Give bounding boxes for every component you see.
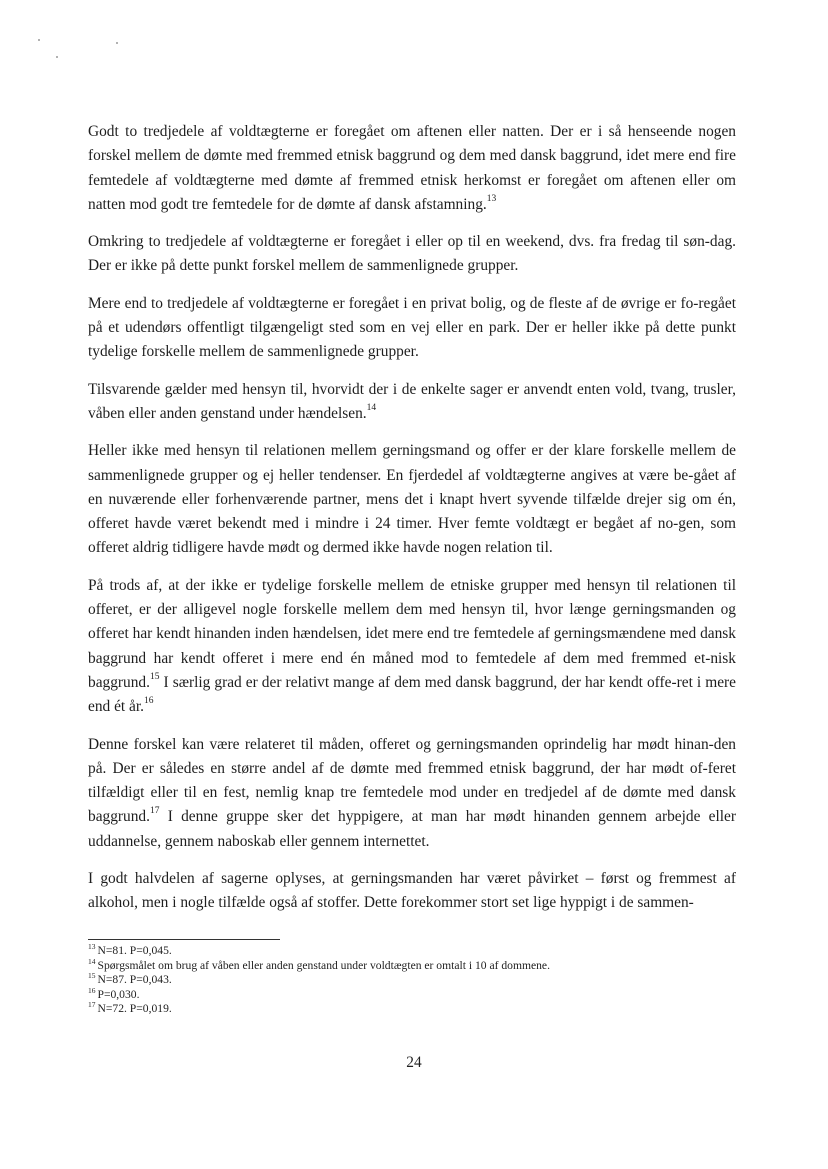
footnote xyxy=(88,973,736,988)
paragraph: I godt halvdelen af sagerne oplyses, at gerningsmanden har været påvirket – først og fremmest af alkohol, men i nogle tilfælde også af stoffer. Dette forekommer stort set lige hyppigt i de sammen- xyxy=(88,870,736,912)
footnote xyxy=(88,985,736,1003)
footnote-text: P=0,030. xyxy=(97,987,140,1001)
footnote xyxy=(88,1002,736,1017)
footnote-text: Spørgsmålet om brug af våben eller anden genstand under voldtægten er omtalt i 10 af dommene. xyxy=(97,958,550,972)
scan-speck xyxy=(56,56,58,58)
footnote-ref[interactable]: 16 xyxy=(143,696,154,707)
paragraph: Denne forskel kan være relateret til måden, offeret og gerningsmanden oprindelig har mødt hinan-den på. Der er således en større andel af de dømte med fremmed etnisk baggrund, der har mødt of-feret tilfældigt eller til en fest, nemlig knap tre femtedele mod under en tredjedel af de dømte med dansk baggrund.$^{17}$ I denne gruppe sker det hyppigere, at man har mødt hinanden gennem arbejde eller uddannelse, gennem naboskab eller gennem internettet. xyxy=(88,735,736,850)
scan-speck xyxy=(38,39,40,41)
page-body xyxy=(88,120,736,929)
footnote xyxy=(88,944,736,959)
footnote-ref[interactable]: 17 xyxy=(149,806,160,817)
footnote xyxy=(88,956,736,974)
footnote-number: 13 xyxy=(88,942,96,952)
footnotes xyxy=(88,944,736,1017)
paragraph: Heller ikke med hensyn til relationen mellem gerningsmand og offer er der klare forskelle mellem de sammenlignede grupper og ej heller tendenser. En fjerdedel af voldtægterne angives at være be-gået af en nuværende eller forhenværende partner, mens det i knapt hvert syvende tilfælde drejer sig om én, offeret havde været bekendt med i mindre i 24 timer. Hver femte voldtægt er begået af no-gen, som offeret aldrig tidligere havde mødt og dermed ikke havde nogen relation til. xyxy=(88,442,736,557)
footnote-ref[interactable]: 14 xyxy=(366,402,377,413)
footnote-number: 14 xyxy=(88,956,96,966)
paragraph: Mere end to tredjedele af voldtægterne er foregået i en privat bolig, og de fleste af de øvrige er fo-regået på et udendørs offentligt tilgængeligt sted som en vej eller en park. Der er heller ikke på dette punkt tydelige forskelle mellem de sammenlignede grupper. xyxy=(88,294,736,361)
paragraph: På trods af, at der ikke er tydelige forskelle mellem de etniske grupper med hensyn til relationen til offeret, er der alligevel nogle forskelle mellem dem med hensyn til, hvor længe gerningsmanden og offeret har kendt hinanden inden hændelsen, idet mere end tre femtedele af gerningsmændene med dansk baggrund har kendt offeret i mere end én måned mod to femtedele af dem med fremmed et-nisk baggrund.$^{15}$ I særlig grad er der relativt mange af dem med dansk baggrund, der har kendt offe-ret i mere end ét år.$^{16}$ xyxy=(88,576,736,716)
footnote-text: N=87. P=0,043. xyxy=(97,973,172,986)
scan-speck xyxy=(116,42,118,44)
footnote-number: 17 xyxy=(88,1000,96,1010)
footnote-separator xyxy=(88,939,280,940)
footnote-number: 15 xyxy=(88,971,96,981)
footnote-text: N=81. P=0,045. xyxy=(97,944,172,957)
paragraph: Tilsvarende gælder med hensyn til, hvorvidt der i de enkelte sager er anvendt enten vold, tvang, trusler, våben eller anden genstand under hændelsen.$^{14}$ xyxy=(88,380,736,422)
footnote-number: 16 xyxy=(88,985,96,995)
footnote-text: N=72. P=0,019. xyxy=(97,1002,172,1015)
paragraph: Godt to tredjedele af voldtægterne er foregået om aftenen eller natten. Der er i så henseende nogen forskel mellem de dømte med fremmed etnisk baggrund og dem med dansk baggrund, idet mere end fire femtedele af voldtægterne med dømte af fremmed etnisk herkomst er foregået om aftenen eller om natten mod godt tre femtedele for de dømte af dansk afstamning.$^{13}$ xyxy=(88,123,736,213)
footnote-ref[interactable]: 13 xyxy=(486,193,497,204)
footnote-ref[interactable]: 15 xyxy=(149,671,160,682)
paragraph: Omkring to tredjedele af voldtægterne er foregået i eller op til en weekend, dvs. fra fredag til søn-dag. Der er ikke på dette punkt forskel mellem de sammenlignede grupper. xyxy=(88,233,736,275)
page-number: 24 xyxy=(406,1054,422,1071)
